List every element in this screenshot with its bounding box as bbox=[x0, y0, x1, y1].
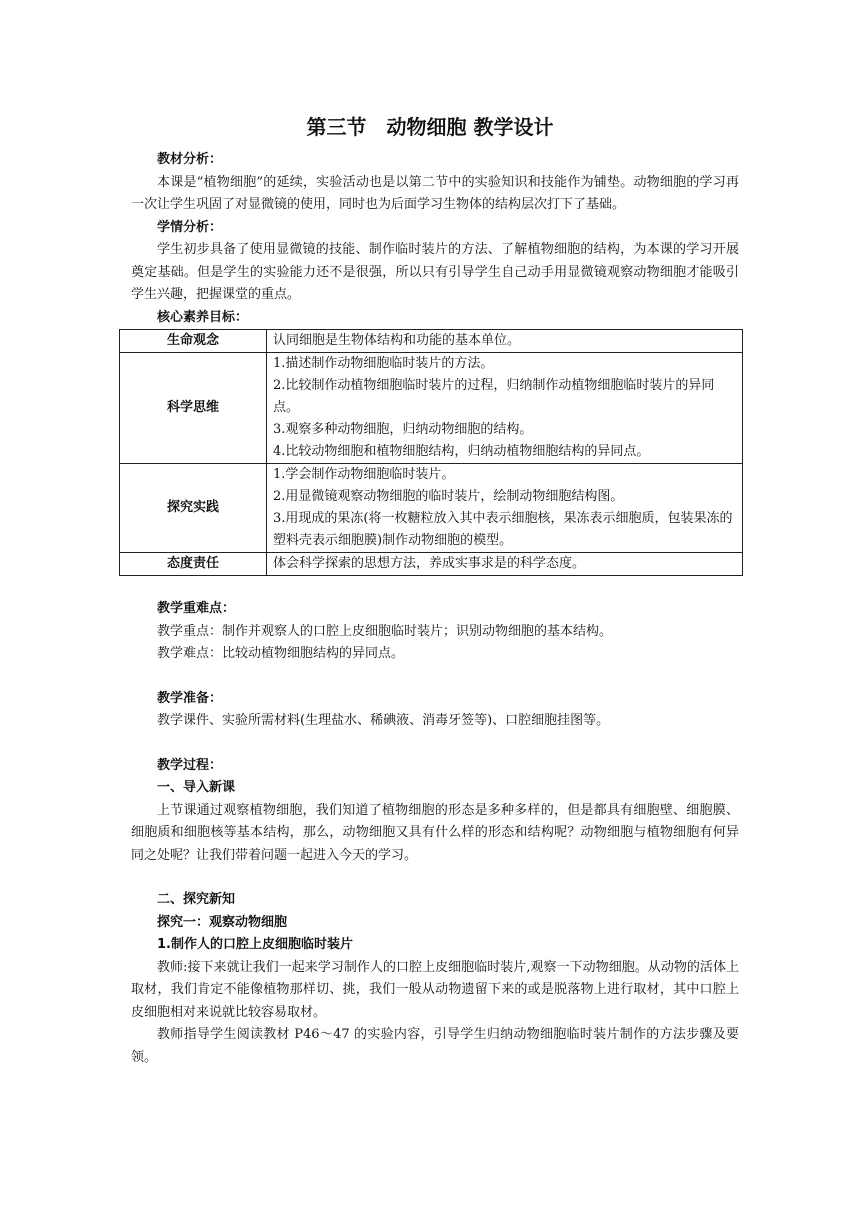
goal-item: 2.用显微镜观察动物细胞的临时装片，绘制动物细胞结构图。 bbox=[273, 489, 624, 504]
heading-key-points: 教学重难点： bbox=[157, 601, 236, 616]
goal-item: 4.比较动物细胞和植物细胞结构，归纳动植物细胞结构的异同点。 bbox=[273, 444, 650, 459]
goal-item: 认同细胞是生物体结构和功能的基本单位。 bbox=[273, 333, 521, 348]
heading-preparation: 教学准备： bbox=[157, 690, 223, 706]
part1-title: 一、导入新课 bbox=[157, 780, 236, 795]
part2-title: 二、探究新知 bbox=[157, 892, 236, 907]
heading-core-goals: 核心素养目标： bbox=[157, 309, 249, 325]
row-content bbox=[267, 553, 743, 576]
paragraph-material-analysis: 本课是“植物细胞”的延续，实验活动也是以第二节中的实验知识和技能作为铺垫。动物细胞的学习再一次让学生巩固了对显微镜的使用，同时也为后面学习生物体的结构层次打下了基础。 bbox=[131, 174, 739, 212]
paragraph-teacher: 教师:接下来就让我们一起来学习制作人的口腔上皮细胞临时装片,观察一下动物细胞。从动物的活体上取材，我们肯定不能像植物那样切、挑，我们一般从动物遗留下来的或是脱落物上进行取材，其中口腔上皮细胞相对来说就比较容易取材。 bbox=[131, 959, 739, 1020]
heading-material-analysis: 教材分析： bbox=[157, 152, 223, 167]
step1-title: 1.制作人的口腔上皮细胞临时装片 bbox=[157, 937, 353, 952]
row-content bbox=[267, 464, 743, 553]
row-label: 态度责任 bbox=[120, 553, 267, 576]
table-row bbox=[120, 330, 743, 353]
row-label: 生命观念 bbox=[120, 330, 267, 353]
explore1-title: 探究一：观察动物细胞 bbox=[157, 914, 288, 930]
difficult-point-line: 教学难点：比较动植物细胞结构的异同点。 bbox=[157, 646, 405, 661]
goal-item: 体会科学探索的思想方法，养成实事求是的科学态度。 bbox=[273, 556, 586, 571]
document-title: 第三节 动物细胞 教学设计 bbox=[306, 115, 554, 139]
table-row bbox=[120, 464, 743, 553]
core-goals-table bbox=[119, 329, 743, 576]
goal-item: 3.用现成的果冻(将一枚糖粒放入其中表示细胞核，果冻表示细胞质，包装果冻的塑料壳表示细胞膜)制作动物细胞的模型。 bbox=[273, 511, 733, 548]
row-label: 探究实践 bbox=[120, 464, 267, 553]
table-row bbox=[120, 353, 743, 464]
row-content bbox=[267, 330, 743, 353]
goal-item: 3.观察多种动物细胞，归纳动物细胞的结构。 bbox=[273, 422, 533, 437]
row-content bbox=[267, 353, 743, 464]
paragraph-intro: 上节课通过观察植物细胞，我们知道了植物细胞的形态是多种多样的，但是都具有细胞壁、细胞膜、细胞质和细胞核等基本结构，那么，动物细胞又具有什么样的形态和结构呢？动物细胞与植物细胞有何异同之处呢？让我们带着问题一起进入今天的学习。 bbox=[131, 802, 739, 863]
preparation-line: 教学课件、实验所需材料(生理盐水、稀碘液、消毒牙签等)、口腔细胞挂图等。 bbox=[157, 713, 610, 728]
paragraph-guide: 教师指导学生阅读教材 P46～47 的实验内容，引导学生归纳动物细胞临时装片制作的方法步骤及要领。 bbox=[131, 1027, 739, 1065]
key-point-line: 教学重点：制作并观察人的口腔上皮细胞临时装片；识别动物细胞的基本结构。 bbox=[157, 623, 613, 639]
paragraph-student-analysis: 学生初步具备了使用显微镜的技能、制作临时装片的方法、了解植物细胞的结构，为本课的学习开展奠定基础。但是学生的实验能力还不是很强，所以只有引导学生自己动手用显微镜观察动物细胞才能吸引学生兴趣，把握课堂的重点。 bbox=[131, 242, 739, 302]
row-label: 科学思维 bbox=[120, 353, 267, 464]
document-body bbox=[131, 149, 739, 1069]
goal-item: 2.比较制作动植物细胞临时装片的过程，归纳制作动植物细胞临时装片的异同点。 bbox=[273, 378, 715, 415]
heading-student-analysis: 学情分析： bbox=[157, 219, 223, 235]
goal-item: 1.描述制作动物细胞临时装片的方法。 bbox=[273, 356, 494, 371]
table-row bbox=[120, 553, 743, 576]
goal-item: 1.学会制作动物细胞临时装片。 bbox=[273, 467, 455, 482]
heading-teaching-process: 教学过程： bbox=[157, 757, 223, 773]
